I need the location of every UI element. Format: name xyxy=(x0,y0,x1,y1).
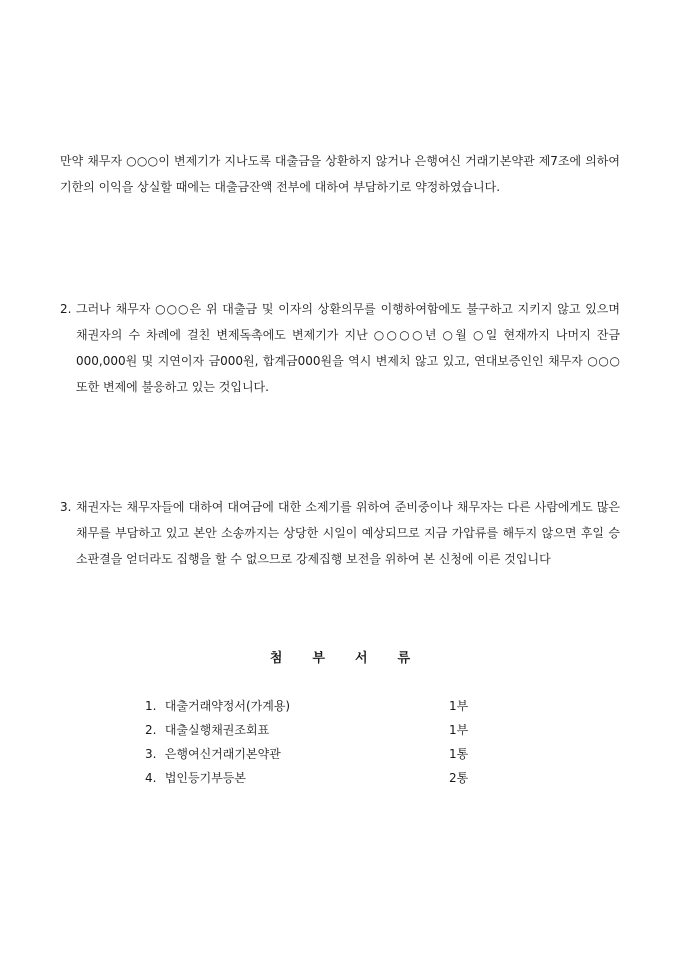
attachments-title: 첨부서류 xyxy=(269,651,441,666)
attachment-quantity: 2통 xyxy=(449,771,469,785)
paragraph-text: 그러나 채무자 ○○○은 위 대출금 및 이자의 상환의무를 이행하여함에도 불구하고 지키지 않고 있으며 채권자의 수 차례에 걸친 변제독촉에도 변제기가 지난 ○○○○년 ○월 ○일 현재까지 나머지 잔금000,000원 및 지연이자 금000원, 합계금000원을 역시 변제치 않고 있고, 연대보증인인 채무자 ○○○ 또한 변제에 불응하고 있는 것입니다. xyxy=(76,302,620,394)
attachment-number: 2. xyxy=(145,723,157,737)
attachment-item xyxy=(145,766,475,790)
attachment-item xyxy=(145,694,475,718)
paragraph-number: 2. xyxy=(60,302,72,316)
paragraph-provisional-seizure-reason xyxy=(60,494,620,572)
attachments-list xyxy=(145,694,475,790)
attachment-quantity: 1부 xyxy=(449,699,469,713)
attachment-quantity: 1통 xyxy=(449,747,469,761)
paragraph-text: 채권자는 채무자들에 대하여 대여금에 대한 소제기를 위하여 준비중이나 채무자는 다른 사람에게도 많은 채무를 부담하고 있고 본안 소송까지는 상당한 시일이 예상되므로 지금 가압류를 해두지 않으면 후일 승소판결을 얻더라도 집행을 할 수 없으므로 강제집행 보전을 위하여 본 신청에 이른 것입니다 xyxy=(76,500,620,566)
attachment-quantity: 1부 xyxy=(449,723,469,737)
attachment-number: 1. xyxy=(145,699,157,713)
attachment-number: 3. xyxy=(145,747,157,761)
attachment-number: 4. xyxy=(145,771,157,785)
attachment-name: 법인등기부등본 xyxy=(164,771,246,785)
paragraph-non-payment xyxy=(60,296,620,400)
paragraph-loan-agreement: 만약 채무자 ○○○이 변제기가 지나도록 대출금을 상환하지 않거나 은행여신 거래기본약관 제7조에 의하여 기한의 이익을 상실할 때에는 대출금잔액 전부에 대하여 부담하기로 약정하였습니다. xyxy=(60,154,620,194)
attachment-item xyxy=(145,742,475,766)
paragraph-number: 3. xyxy=(60,500,72,514)
attachment-name: 대출실행채권조회표 xyxy=(164,723,270,737)
attachment-item xyxy=(145,718,475,742)
attachment-name: 은행여신거래기본약관 xyxy=(164,747,281,761)
attachment-name: 대출거래약정서(가계용) xyxy=(164,699,291,713)
